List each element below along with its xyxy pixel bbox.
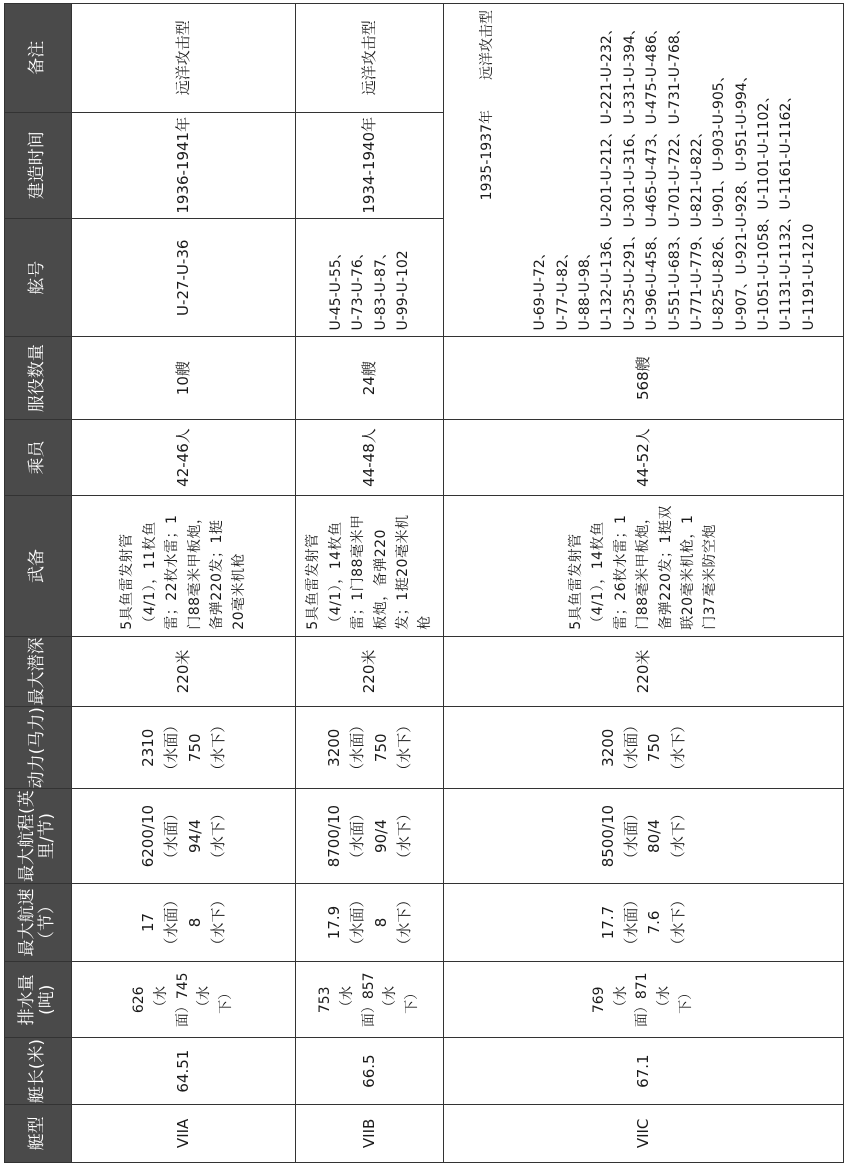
cell-speed: 17.9 （水面） 8 （水下）: [296, 883, 444, 961]
cell-built: 1935-1937年: [479, 110, 496, 201]
cell-count: 10艘: [72, 337, 296, 419]
cell-hulls: [444, 4, 844, 338]
cell-count: 24艘: [296, 337, 444, 419]
header-type: 艇型: [5, 1104, 72, 1162]
cell-built: 1936-1941年: [72, 112, 296, 218]
cell-crew: 44-48人: [296, 419, 444, 495]
header-built: 建造时间: [5, 112, 72, 218]
header-power: 动力(马力): [5, 707, 72, 789]
cell-type: VIIC: [444, 1104, 844, 1162]
cell-length: 67.1: [444, 1038, 844, 1104]
header-crew: 乘员: [5, 419, 72, 495]
cell-depth: 220米: [72, 636, 296, 706]
cell-range: 8500/10 （水面） 80/4 （水下）: [444, 789, 844, 883]
header-armament: 武备: [5, 496, 72, 637]
cell-type: VIIA: [72, 1104, 296, 1162]
cell-hulls: U-45-U-55、 U-73-U-76、 U-83-U-87、 U-99-U-102: [296, 219, 444, 338]
cell-count: 568艘: [444, 337, 844, 419]
cell-armament: 5具鱼雷发射管（4/1），14枚鱼雷；1门88毫米甲板炮，备弹220发；1挺20毫米机枪: [296, 496, 444, 637]
header-speed: 最大航速（节）: [5, 883, 72, 961]
header-note: 备注: [5, 4, 72, 113]
hull-numbers-list: U-69-U-72、 U-77-U-82、 U-88-U-98、 U-132-U-136、U-201-U-212、U-221-U-232、 U-235-U-291、U-301-U-316、U-331-U-394、 U-396-U-458、U-465-U-473、U-475-U-486、 U-551-U-683、U-701-U-722、U-731-U-768、 U-771-U-779、U-821-U-822、 U-825-U-826、U-901、U-903-U-905、 U-907、U-921-U-928、U-951-U-994、 U-1051-U-1058、U-1101-U-1102、 U-1131-U-1132、U-1161-U-1162、 U-1191-U-1210: [532, 21, 817, 331]
header-range: 最大航程(英里/节): [5, 789, 72, 883]
cell-hulls: U-27-U-36: [72, 219, 296, 338]
table-row-viib: [296, 4, 444, 1163]
cell-length: 64.51: [72, 1038, 296, 1104]
header-row: [5, 4, 72, 1163]
cell-power: 3200 （水面） 750 （水下）: [444, 707, 844, 789]
cell-speed: 17 （水面） 8 （水下）: [72, 883, 296, 961]
cell-note: 远洋攻击型: [479, 10, 496, 80]
cell-depth: 220米: [444, 636, 844, 706]
cell-range: 6200/10 （水面） 94/4 （水下）: [72, 789, 296, 883]
cell-displacement: 753 （水 面）857 （水 下）: [296, 962, 444, 1038]
table-row-viia: [72, 4, 296, 1163]
cell-built: 1934-1940年: [296, 112, 444, 218]
header-depth: 最大潜深: [5, 636, 72, 706]
cell-displacement: 626 （水 面）745 （水 下）: [72, 962, 296, 1038]
header-displacement: 排水量(吨): [5, 962, 72, 1038]
cell-depth: 220米: [296, 636, 444, 706]
cell-power: 3200 （水面） 750 （水下）: [296, 707, 444, 789]
cell-armament: 5具鱼雷发射管（4/1），14枚鱼雷；26枚水雷；1门88毫米甲板炮，备弹220发；1挺双联20毫米机枪，1门37毫米防空炮: [444, 496, 844, 637]
header-count: 服役数量: [5, 337, 72, 419]
cell-displacement: 769 （水 面）871 （水 下）: [444, 962, 844, 1038]
cell-type: VIIB: [296, 1104, 444, 1162]
cell-crew: 44-52人: [444, 419, 844, 495]
cell-note: 远洋攻击型: [72, 4, 296, 113]
cell-range: 8700/10 （水面） 90/4 （水下）: [296, 789, 444, 883]
header-length: 艇长(米): [5, 1038, 72, 1104]
cell-speed: 17.7 （水面） 7.6 （水下）: [444, 883, 844, 961]
submarine-spec-table: [4, 3, 844, 1163]
cell-power: 2310 （水面） 750 （水下）: [72, 707, 296, 789]
cell-note: 远洋攻击型: [296, 4, 444, 113]
table-row-viic: [444, 4, 844, 1163]
header-hulls: 舷号: [5, 219, 72, 338]
cell-length: 66.5: [296, 1038, 444, 1104]
cell-armament: 5具鱼雷发射管（4/1），11枚鱼雷；22枚水雷；1门88毫米甲板炮，备弹220发；1挺20毫米机枪: [72, 496, 296, 637]
cell-crew: 42-46人: [72, 419, 296, 495]
